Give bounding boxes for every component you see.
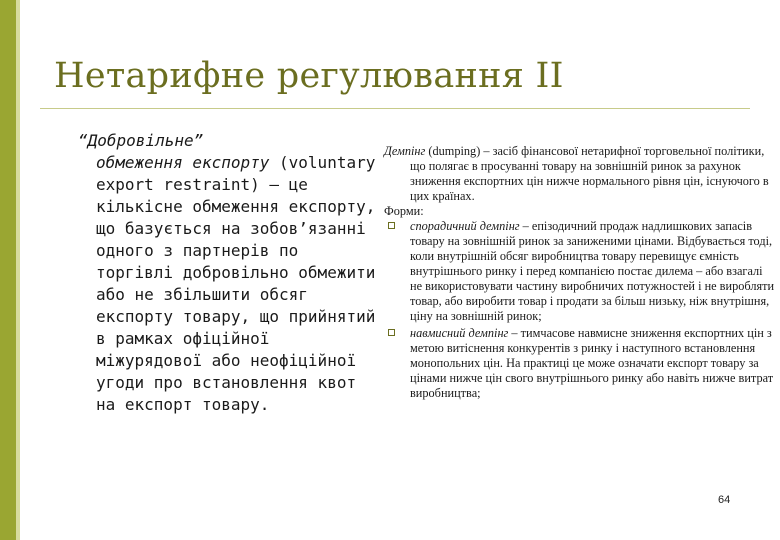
list-item [384, 326, 776, 401]
sidebar-stripe [16, 0, 20, 540]
left-lead: “Добровільне” [78, 131, 204, 150]
right-column [384, 144, 776, 401]
definition-term: Демпінг [384, 144, 426, 158]
dumping-definition [384, 144, 776, 204]
page-number: 64 [718, 494, 731, 506]
definition-text: (dumping) – засіб фінансової нетарифної торговельної політики, що полягає в просуванні товару на зовнішній ринок за рахунок зниження експортних цін нижче нормального рівня цін, існуючого в цих країнах. [410, 144, 769, 203]
page-title: Нетарифне регулювання II [54, 56, 564, 96]
form-term: спорадичний демпінг [410, 219, 520, 233]
left-body [78, 152, 378, 416]
square-bullet-icon [388, 222, 395, 229]
left-body-text: (voluntary export restraint) – це кількісне обмеження експорту, що базується на зобов’язанні одного з партнерів по торгівлі добровільно обмежити або не збільшити обсяг експорту товару, що прийнятий в рамках офіційної міжурядової або неофіційної угоди про встановлення квот на експорт товару. [96, 153, 376, 414]
form-text: – тимчасове навмисне зниження експортних цін з метою витіснення конкурентів з ринку і наступного встановлення монопольних цін. На практиці це може означати експорт товару за цінами нижче цін свого внутрішнього ринку або навіть нижче витрат виробництва; [410, 326, 774, 400]
square-bullet-icon [388, 329, 395, 336]
title-divider [40, 108, 750, 109]
form-text: – епізодичний продаж надлишкових запасів товару на зовнішній ринок за заниженими цінами. Відбувається тоді, коли внутрішній обсяг виробництва товару перевищує ємність внутрішнього ринку і перед компанією постає дилема – або взагалі не використовувати частину виробничих потужностей і не виробляти товар, або виробити товар і продати за більш низьку, ніж внутрішня, ціну на зовнішній ринок; [410, 219, 775, 323]
list-item [384, 219, 776, 324]
sidebar-bar [0, 0, 16, 540]
left-column [78, 130, 378, 416]
left-term: обмеження експорту [96, 153, 270, 172]
form-term: навмисний демпінг [410, 326, 509, 340]
forms-label: Форми: [384, 204, 424, 218]
